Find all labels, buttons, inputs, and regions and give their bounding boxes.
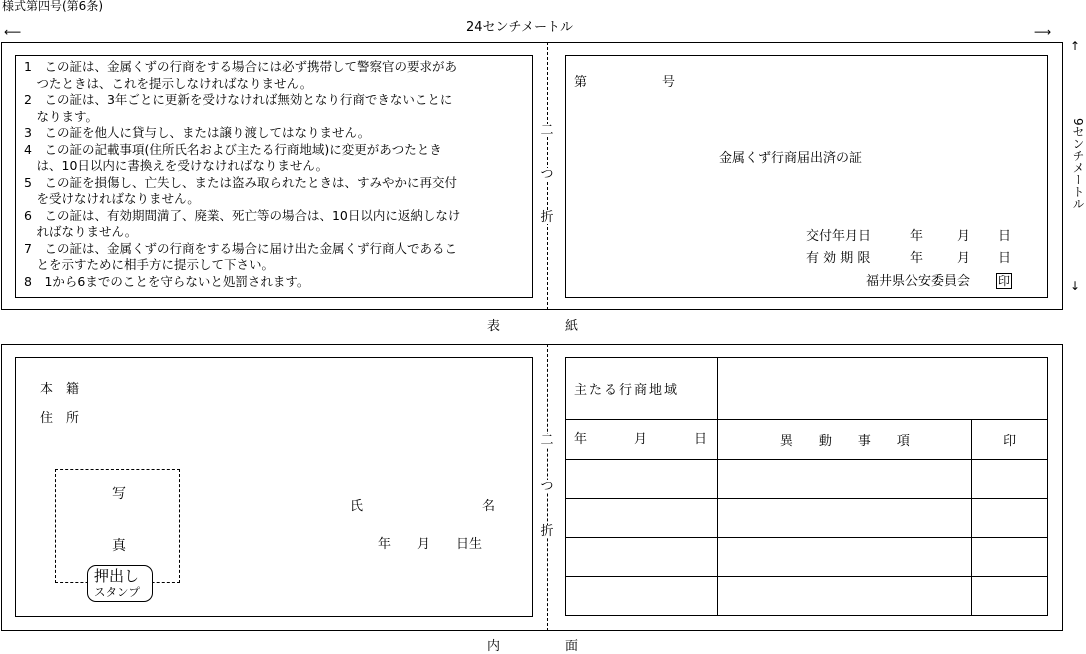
- table-row: [566, 538, 1048, 577]
- header-seal: 印: [972, 420, 1048, 460]
- form-label: 様式第四号(第6条): [2, 0, 103, 13]
- fold-char: 二: [540, 433, 554, 448]
- number-dai: 第: [574, 75, 588, 90]
- area-value-cell: [718, 358, 1048, 420]
- fold-char: 二: [540, 123, 554, 138]
- rule-line: 1 この証は、金属くずの行商をする場合には必ず携帯して警察官の要求があ: [24, 59, 457, 74]
- seal-mark: 印: [998, 274, 1011, 288]
- fold-char: 折: [540, 524, 554, 539]
- rule-line: 5 この証を損傷し、亡失し、または盗み取られたときは、すみやかに再交付: [24, 174, 457, 190]
- validity-day: 日: [998, 251, 1012, 266]
- rule-line: ればなりません。: [24, 224, 138, 239]
- address-label: 住 所: [40, 411, 80, 426]
- birth-date-label: 年 月 日生: [378, 537, 483, 552]
- rule-line: 4 この証の記載事項(住所氏名および主たる行商地域)に変更があつたとき: [24, 141, 442, 157]
- issuer: 福井県公安委員会: [866, 274, 971, 289]
- stamp-line-1: 押出し: [94, 567, 140, 585]
- issue-year: 年: [910, 229, 924, 244]
- certificate-title: 金属くず行商届出済の証: [719, 151, 863, 166]
- rule-line: を受けなければなりません。: [24, 191, 200, 206]
- table-row: [566, 460, 1048, 499]
- area-row: [566, 358, 1048, 420]
- photo-char-top: 写: [112, 486, 126, 502]
- honseki-label: 本 籍: [40, 382, 80, 397]
- issue-day: 日: [998, 229, 1012, 244]
- width-dimension: [4, 20, 1062, 39]
- rule-line: つたときは、これを提示しなければなりません。: [24, 75, 313, 91]
- rule-line: なります。: [24, 108, 99, 124]
- emboss-stamp: [87, 565, 153, 602]
- header-month: 月: [634, 432, 648, 447]
- area-label: 主たる行商地域: [566, 358, 718, 420]
- validity-month: 月: [957, 251, 971, 266]
- fold-char: つ: [540, 167, 554, 182]
- header-year: 年: [574, 432, 588, 447]
- inside-section-label: 内 面: [487, 639, 579, 654]
- arrow-down-icon: ↓: [1070, 279, 1081, 293]
- rule-line: は、10日以内に書換えを受けなければなりません。: [24, 158, 329, 173]
- arrow-right-icon: ⟶: [1034, 25, 1052, 39]
- table-header-row: [566, 420, 1048, 460]
- number-go: 号: [662, 75, 676, 90]
- rule-line: 2 この証は、3年ごとに更新を受けなければ無効となり行商できないことに: [24, 92, 453, 107]
- table-row: [566, 577, 1048, 616]
- rule-line: 7 この証は、金属くずの行商をする場合に届け出た金属くず行商人であるこ: [24, 240, 457, 256]
- name-label-shi: 氏: [350, 499, 364, 514]
- stamp-line-2: スタンプ: [94, 585, 140, 599]
- arrow-up-icon: ↑: [1070, 39, 1081, 53]
- table-row: [566, 499, 1048, 538]
- validity-label: 有 効 期 限: [806, 251, 871, 266]
- width-label: 24センチメートル: [466, 20, 574, 35]
- rule-line: 8 1から6までのことを守らないと処罰されます。: [24, 273, 310, 289]
- arrow-left-icon: ⟵: [4, 25, 22, 39]
- header-date: [566, 420, 718, 460]
- fold-char: つ: [540, 479, 554, 494]
- name-label-mei: 名: [482, 499, 496, 514]
- issue-date-label: 交付年月日: [806, 229, 872, 244]
- photo-char-bottom: 真: [112, 538, 126, 554]
- fold-char: 折: [540, 210, 554, 225]
- rules-list: [24, 59, 460, 290]
- header-day: 日: [694, 432, 708, 447]
- height-label: 9センチメートル: [1071, 118, 1085, 210]
- cover-section-label: 表 紙: [487, 319, 579, 334]
- rule-line: 3 この証を他人に貸与し、または譲り渡してはなりません。: [24, 125, 371, 140]
- validity-year: 年: [910, 251, 924, 266]
- registry-table: [565, 357, 1048, 616]
- rule-line: 6 この証は、有効期間満了、廃業、死亡等の場合は、10日以内に返納しなけ: [24, 207, 461, 223]
- issue-month: 月: [957, 229, 971, 244]
- header-change: 異 動 事 項: [718, 420, 972, 460]
- rule-line: とを示すために相手方に提示して下さい。: [24, 257, 275, 272]
